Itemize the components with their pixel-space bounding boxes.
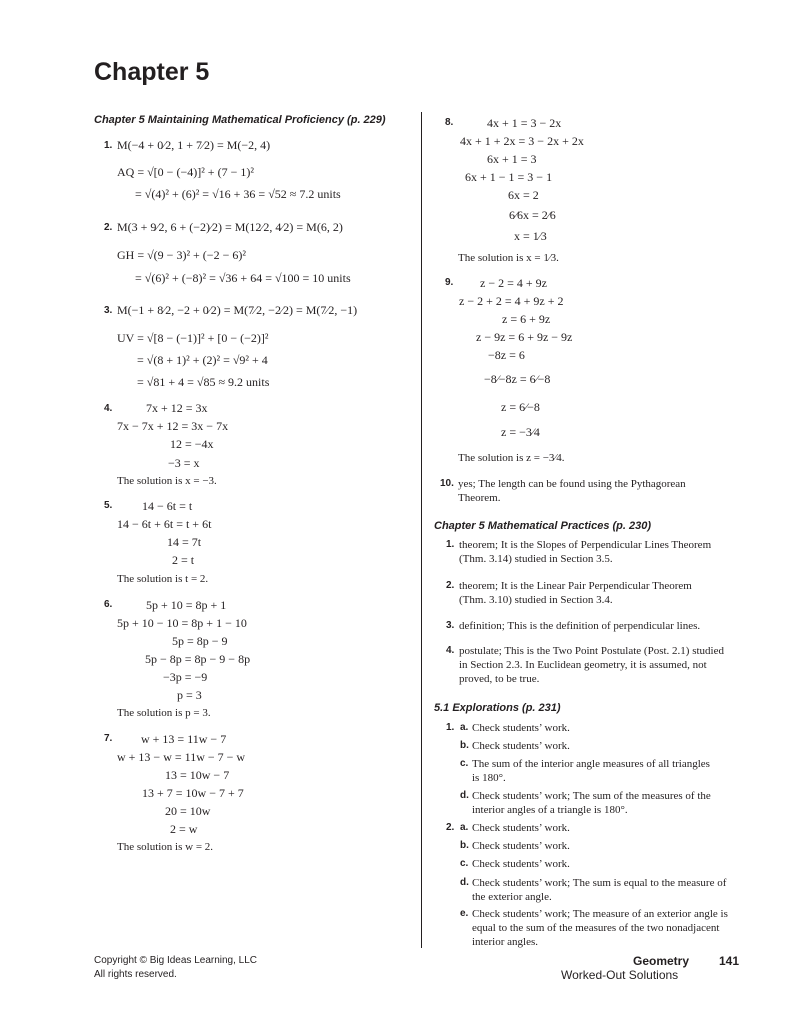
equation-line: 13 + 7 = 10w − 7 + 7 xyxy=(142,786,244,800)
text-line: (Thm. 3.10) studied in Section 3.4. xyxy=(459,594,613,606)
page-number: 141 xyxy=(719,954,740,968)
text-line: interior angles of a triangle is 180°. xyxy=(472,804,628,816)
part-letter: a. xyxy=(460,722,469,733)
book-title: Geometry xyxy=(633,954,690,968)
problem-number: 10. xyxy=(440,478,454,489)
equation-line: z − 2 + 2 = 4 + 9z + 2 xyxy=(459,294,564,308)
equation-line: −8⁄−8z = 6⁄−8 xyxy=(484,372,551,386)
rights-text: All rights reserved. xyxy=(94,969,177,980)
problem-number: 2. xyxy=(104,222,113,233)
equation-line: AQ = √[0 − (−4)]² + (7 − 1)² xyxy=(117,165,254,179)
equation-line: 14 − 6t = t xyxy=(142,499,193,513)
problem-number: 4. xyxy=(446,645,455,656)
solution-line: The solution is p = 3. xyxy=(117,707,211,719)
equation-line: = √81 + 4 = √85 ≈ 9.2 units xyxy=(137,375,270,389)
solution-line: The solution is z = −3⁄4. xyxy=(458,452,565,464)
problem-number: 1. xyxy=(104,140,113,151)
equation-line: UV = √[8 − (−1)]² + [0 − (−2)]² xyxy=(117,331,269,345)
section-heading: Chapter 5 Maintaining Mathematical Proficiency (p. 229) xyxy=(94,114,386,126)
text-line: Check students’ work. xyxy=(472,740,570,752)
text-line: interior angles. xyxy=(472,936,538,948)
equation-line: 5p + 10 − 10 = 8p + 1 − 10 xyxy=(117,616,247,630)
equation-line: −8z = 6 xyxy=(488,348,525,362)
equation-line: 6x = 2 xyxy=(508,188,539,202)
equation-line: x = 1⁄3 xyxy=(514,229,547,243)
equation-line: 12 = −4x xyxy=(170,437,214,451)
equation-line: 4x + 1 + 2x = 3 − 2x + 2x xyxy=(460,134,584,148)
text-line: Check students’ work; The sum of the measures of the xyxy=(472,790,711,802)
problem-number: 3. xyxy=(104,305,113,316)
equation-line: M(−4 + 0⁄2, 1 + 7⁄2) = M(−2, 4) xyxy=(117,138,271,152)
equation-line: −3 = x xyxy=(168,456,200,470)
solution-line: The solution is t = 2. xyxy=(117,573,209,585)
part-letter: d. xyxy=(460,790,469,801)
solution-line: The solution is w = 2. xyxy=(117,841,214,853)
problem-number: 6. xyxy=(104,599,113,610)
equation-line: z = 6⁄−8 xyxy=(501,400,540,414)
equation-line: 13 = 10w − 7 xyxy=(165,768,230,782)
equation-line: p = 3 xyxy=(177,688,202,702)
text-line: is 180°. xyxy=(472,772,506,784)
equation-line: w + 13 − w = 11w − 7 − w xyxy=(117,750,246,764)
equation-line: 7x + 12 = 3x xyxy=(146,401,208,415)
equation-line: = √(6)² + (−8)² = √36 + 64 = √100 = 10 units xyxy=(135,271,351,285)
page-title: Chapter 5 xyxy=(94,58,210,86)
text-line: theorem; It is the Linear Pair Perpendicular Theorem xyxy=(459,580,692,592)
equation-line: 4x + 1 = 3 − 2x xyxy=(487,116,562,130)
text-line: Check students’ work. xyxy=(472,822,570,834)
problem-number: 3. xyxy=(446,620,455,631)
section-heading: Chapter 5 Mathematical Practices (p. 230) xyxy=(434,520,652,532)
book-subtitle: Worked-Out Solutions xyxy=(561,968,679,982)
equation-line: z = −3⁄4 xyxy=(501,425,540,439)
text-line: The sum of the interior angle measures of all triangles xyxy=(472,758,710,770)
equation-line: z − 2 = 4 + 9z xyxy=(480,276,547,290)
text-line: Check students’ work; The sum is equal to the measure of xyxy=(472,877,727,889)
part-letter: a. xyxy=(460,822,469,833)
equation-line: 5p + 10 = 8p + 1 xyxy=(146,598,227,612)
equation-line: M(3 + 9⁄2, 6 + (−2)⁄2) = M(12⁄2, 4⁄2) = M(6, 2) xyxy=(117,220,343,234)
solution-line: The solution is x = 1⁄3. xyxy=(458,252,559,264)
part-letter: e. xyxy=(460,908,469,919)
copyright-text: Copyright © Big Ideas Learning, LLC xyxy=(94,955,258,966)
text-line: equal to the sum of the measures of the two nonadjacent xyxy=(472,922,720,934)
equation-line: 14 − 6t + 6t = t + 6t xyxy=(117,517,212,531)
text-line: Check students’ work. xyxy=(472,858,570,870)
problem-number: 2. xyxy=(446,580,455,591)
equation-line: = √(8 + 1)² + (2)² = √9² + 4 xyxy=(137,353,268,367)
equation-line: −3p = −9 xyxy=(163,670,208,684)
problem-number: 7. xyxy=(104,733,113,744)
text-line: the exterior angle. xyxy=(472,891,552,903)
text-line: (Thm. 3.14) studied in Section 3.5. xyxy=(459,553,613,565)
equation-line: w + 13 = 11w − 7 xyxy=(141,732,227,746)
part-letter: c. xyxy=(460,758,469,769)
problem-number: 9. xyxy=(445,277,454,288)
text-line: in Section 2.3. In Euclidean geometry, it is assumed, not xyxy=(459,659,707,671)
equation-line: 5p = 8p − 9 xyxy=(172,634,228,648)
text-line: definition; This is the definition of perpendicular lines. xyxy=(459,620,701,632)
problem-number: 8. xyxy=(445,117,454,128)
text-line: Check students’ work; The measure of an exterior angle is xyxy=(472,908,728,920)
text-line: yes; The length can be found using the Pythagorean xyxy=(458,478,686,490)
equation-line: M(−1 + 8⁄2, −2 + 0⁄2) = M(7⁄2, −2⁄2) = M(7⁄2, −1) xyxy=(117,303,358,317)
text-line: Theorem. xyxy=(458,492,501,504)
equation-line: 6⁄6x = 2⁄6 xyxy=(509,208,556,222)
problem-number: 1. xyxy=(446,722,455,733)
problem-number: 5. xyxy=(104,500,113,511)
column-divider xyxy=(421,112,422,948)
part-letter: d. xyxy=(460,877,469,888)
problem-number: 2. xyxy=(446,822,455,833)
equation-line: z = 6 + 9z xyxy=(502,312,551,326)
text-line: postulate; This is the Two Point Postulate (Post. 2.1) studied xyxy=(459,645,724,657)
equation-line: 7x − 7x + 12 = 3x − 7x xyxy=(117,419,229,433)
part-letter: b. xyxy=(460,840,469,851)
equation-line: 20 = 10w xyxy=(165,804,211,818)
equation-line: 14 = 7t xyxy=(167,535,202,549)
text-line: Check students’ work. xyxy=(472,840,570,852)
equation-line: 2 = t xyxy=(172,553,195,567)
solution-line: The solution is x = −3. xyxy=(117,475,217,487)
equation-line: z − 9z = 6 + 9z − 9z xyxy=(476,330,573,344)
part-letter: b. xyxy=(460,740,469,751)
part-letter: c. xyxy=(460,858,469,869)
equation-line: 2 = w xyxy=(170,822,198,836)
problem-number: 1. xyxy=(446,539,455,550)
text-line: Check students’ work. xyxy=(472,722,570,734)
text-line: proved, to be true. xyxy=(459,673,540,685)
problem-number: 4. xyxy=(104,403,113,414)
equation-line: 6x + 1 = 3 xyxy=(487,152,537,166)
equation-line: 6x + 1 − 1 = 3 − 1 xyxy=(465,170,553,184)
section-heading: 5.1 Explorations (p. 231) xyxy=(434,702,561,714)
equation-line: 5p − 8p = 8p − 9 − 8p xyxy=(145,652,251,666)
equation-line: = √(4)² + (6)² = √16 + 36 = √52 ≈ 7.2 units xyxy=(135,187,341,201)
text-line: theorem; It is the Slopes of Perpendicular Lines Theorem xyxy=(459,539,712,551)
equation-line: GH = √(9 − 3)² + (−2 − 6)² xyxy=(117,248,246,262)
